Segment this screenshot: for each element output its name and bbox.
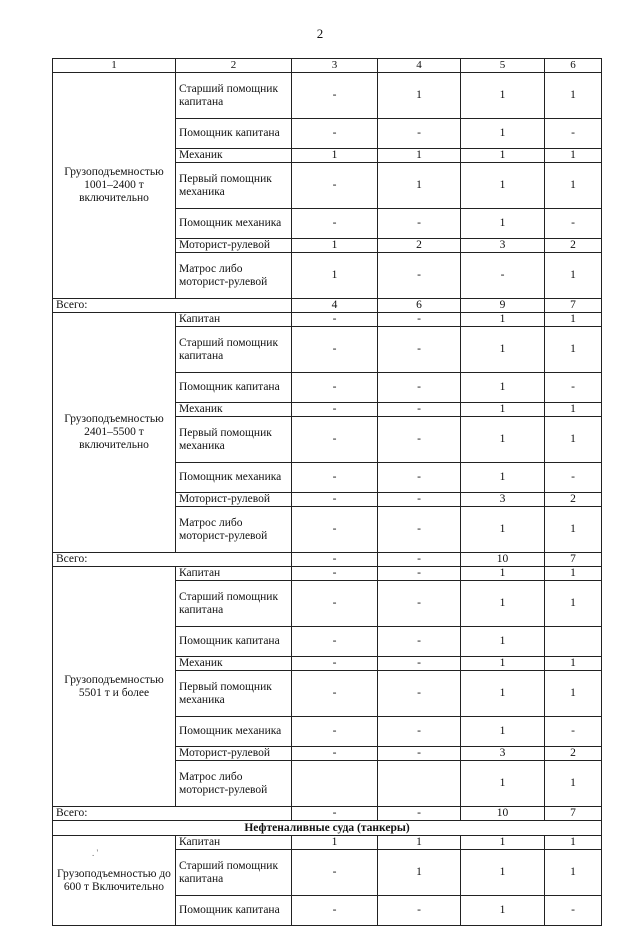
scan-mark: . ' <box>92 848 99 858</box>
crew-count: - <box>292 493 378 507</box>
crew-count: 1 <box>292 253 378 299</box>
crew-count: 1 <box>378 836 461 850</box>
crew-count: 1 <box>378 163 461 209</box>
crew-count: - <box>292 567 378 581</box>
crew-count: 2 <box>545 239 602 253</box>
crew-count: 1 <box>545 327 602 373</box>
crew-count: 1 <box>461 73 545 119</box>
total-value: 7 <box>545 553 602 567</box>
crew-count: - <box>292 581 378 627</box>
position-name: Матрос либо моторист-рулевой <box>176 507 292 553</box>
crew-count: 2 <box>545 493 602 507</box>
total-value: 9 <box>461 299 545 313</box>
position-name: Помощник капитана <box>176 373 292 403</box>
crew-count: 1 <box>461 896 545 926</box>
crew-count: - <box>292 507 378 553</box>
table-row <box>53 836 602 850</box>
position-name: Старший помощник капитана <box>176 327 292 373</box>
column-header: 4 <box>378 59 461 73</box>
crew-count <box>292 761 378 807</box>
position-name: Капитан <box>176 836 292 850</box>
position-name: Старший помощник капитана <box>176 73 292 119</box>
total-value: - <box>378 553 461 567</box>
position-name: Моторист-рулевой <box>176 493 292 507</box>
crew-count: 1 <box>545 417 602 463</box>
crew-count: 1 <box>461 850 545 896</box>
position-name: Капитан <box>176 313 292 327</box>
crew-count: 1 <box>461 761 545 807</box>
crew-count: - <box>378 209 461 239</box>
crew-count: 2 <box>378 239 461 253</box>
crew-count: 3 <box>461 239 545 253</box>
crew-count: - <box>292 163 378 209</box>
total-row <box>53 553 602 567</box>
crew-count: 1 <box>461 417 545 463</box>
crew-count: 1 <box>545 567 602 581</box>
crew-count: 3 <box>461 747 545 761</box>
crew-count: 1 <box>461 463 545 493</box>
crew-count: 1 <box>461 119 545 149</box>
total-value: - <box>378 807 461 821</box>
crew-count: 1 <box>461 507 545 553</box>
crew-count: - <box>545 463 602 493</box>
table-row <box>53 313 602 327</box>
crew-count: - <box>378 507 461 553</box>
crew-count: 3 <box>461 493 545 507</box>
crew-count: 1 <box>545 761 602 807</box>
position-name: Первый помощник механика <box>176 671 292 717</box>
crew-count: - <box>292 850 378 896</box>
crew-count: - <box>292 747 378 761</box>
crew-count: - <box>378 747 461 761</box>
crew-count: - <box>378 119 461 149</box>
position-name: Помощник механика <box>176 717 292 747</box>
crew-count: 1 <box>461 209 545 239</box>
position-name: Механик <box>176 149 292 163</box>
crew-count: - <box>292 119 378 149</box>
crew-count: 1 <box>461 836 545 850</box>
crew-count: - <box>461 253 545 299</box>
crew-count: - <box>292 896 378 926</box>
crew-count: - <box>292 403 378 417</box>
crew-count: 1 <box>461 313 545 327</box>
crew-count: - <box>545 119 602 149</box>
crew-count: - <box>378 253 461 299</box>
crew-count: - <box>378 581 461 627</box>
crew-count: - <box>378 717 461 747</box>
crew-count: 1 <box>545 313 602 327</box>
position-name: Помощник капитана <box>176 119 292 149</box>
crew-count: 1 <box>378 850 461 896</box>
crew-count: - <box>292 463 378 493</box>
crew-count: 1 <box>545 657 602 671</box>
total-value: 7 <box>545 807 602 821</box>
crew-count: - <box>292 209 378 239</box>
crew-table <box>52 58 602 926</box>
crew-count: - <box>378 493 461 507</box>
total-value: 4 <box>292 299 378 313</box>
position-name: Моторист-рулевой <box>176 239 292 253</box>
position-name: Матрос либо моторист-рулевой <box>176 253 292 299</box>
crew-count: - <box>378 627 461 657</box>
crew-count: - <box>378 403 461 417</box>
crew-count: - <box>378 327 461 373</box>
crew-count: 1 <box>545 403 602 417</box>
column-header-row <box>53 59 602 73</box>
crew-count: 1 <box>545 73 602 119</box>
crew-table-body <box>53 59 602 926</box>
column-header: 5 <box>461 59 545 73</box>
total-label: Всего: <box>53 299 292 313</box>
column-header: 3 <box>292 59 378 73</box>
crew-count: 1 <box>461 327 545 373</box>
crew-count: 1 <box>461 149 545 163</box>
column-header: 1 <box>53 59 176 73</box>
crew-count: 1 <box>545 850 602 896</box>
crew-count: - <box>545 209 602 239</box>
position-name: Первый помощник механика <box>176 417 292 463</box>
crew-count: 1 <box>461 717 545 747</box>
crew-count: 1 <box>461 403 545 417</box>
crew-count: 1 <box>461 163 545 209</box>
crew-count: 1 <box>545 507 602 553</box>
crew-count: 1 <box>461 657 545 671</box>
page-number: 2 <box>316 26 324 41</box>
position-name: Помощник капитана <box>176 627 292 657</box>
crew-count <box>545 627 602 657</box>
position-name: Старший помощник капитана <box>176 581 292 627</box>
crew-count: 1 <box>292 149 378 163</box>
crew-count: 1 <box>545 671 602 717</box>
position-name: Помощник капитана <box>176 896 292 926</box>
position-name: Моторист-рулевой <box>176 747 292 761</box>
crew-count: 1 <box>378 73 461 119</box>
total-value: 10 <box>461 553 545 567</box>
total-row <box>53 807 602 821</box>
total-label: Всего: <box>53 807 292 821</box>
position-name: Матрос либо моторист-рулевой <box>176 761 292 807</box>
crew-count: 1 <box>545 836 602 850</box>
crew-count: - <box>378 896 461 926</box>
crew-count: - <box>545 717 602 747</box>
column-header: 6 <box>545 59 602 73</box>
crew-count: - <box>378 373 461 403</box>
crew-count: 1 <box>292 836 378 850</box>
position-name: Механик <box>176 657 292 671</box>
crew-count: - <box>292 627 378 657</box>
total-value: 7 <box>545 299 602 313</box>
position-name: Помощник механика <box>176 209 292 239</box>
column-header: 2 <box>176 59 292 73</box>
crew-count: 1 <box>461 581 545 627</box>
crew-count: 1 <box>461 627 545 657</box>
vessel-category: Грузоподъемностью 5501 т и более <box>53 567 176 807</box>
total-label: Всего: <box>53 553 292 567</box>
crew-count: 1 <box>292 239 378 253</box>
crew-count: - <box>292 327 378 373</box>
vessel-category: Грузоподъемностью до 600 т Включительно <box>53 836 176 926</box>
table-row <box>53 73 602 119</box>
total-value: - <box>292 553 378 567</box>
crew-count: 1 <box>545 581 602 627</box>
crew-count: - <box>378 657 461 671</box>
crew-count: 1 <box>461 373 545 403</box>
crew-count: - <box>545 896 602 926</box>
position-name: Помощник механика <box>176 463 292 493</box>
total-value: - <box>292 807 378 821</box>
vessel-category: Грузоподъемностью 1001–2400 т включительно <box>53 73 176 299</box>
crew-count: - <box>292 657 378 671</box>
position-name: Механик <box>176 403 292 417</box>
position-name: Капитан <box>176 567 292 581</box>
crew-count: - <box>292 73 378 119</box>
crew-count: - <box>378 671 461 717</box>
crew-count: - <box>378 417 461 463</box>
crew-count <box>378 761 461 807</box>
crew-count: - <box>292 313 378 327</box>
crew-count: 1 <box>461 567 545 581</box>
section-title-row <box>53 821 602 836</box>
position-name: Старший помощник капитана <box>176 850 292 896</box>
section-title: Нефтеналивные суда (танкеры) <box>53 821 602 836</box>
crew-count: - <box>378 463 461 493</box>
total-row <box>53 299 602 313</box>
crew-count: - <box>545 373 602 403</box>
crew-count: - <box>292 671 378 717</box>
vessel-category: Грузоподъемностью 2401–5500 т включительно <box>53 313 176 553</box>
position-name: Первый помощник механика <box>176 163 292 209</box>
table-row <box>53 567 602 581</box>
crew-count: 1 <box>545 163 602 209</box>
crew-count: 2 <box>545 747 602 761</box>
crew-count: 1 <box>461 671 545 717</box>
crew-count: 1 <box>545 253 602 299</box>
total-value: 10 <box>461 807 545 821</box>
crew-count: 1 <box>545 149 602 163</box>
crew-count: - <box>292 717 378 747</box>
crew-count: - <box>292 417 378 463</box>
crew-count: - <box>292 373 378 403</box>
total-value: 6 <box>378 299 461 313</box>
crew-count: 1 <box>378 149 461 163</box>
crew-count: - <box>378 313 461 327</box>
crew-count: - <box>378 567 461 581</box>
